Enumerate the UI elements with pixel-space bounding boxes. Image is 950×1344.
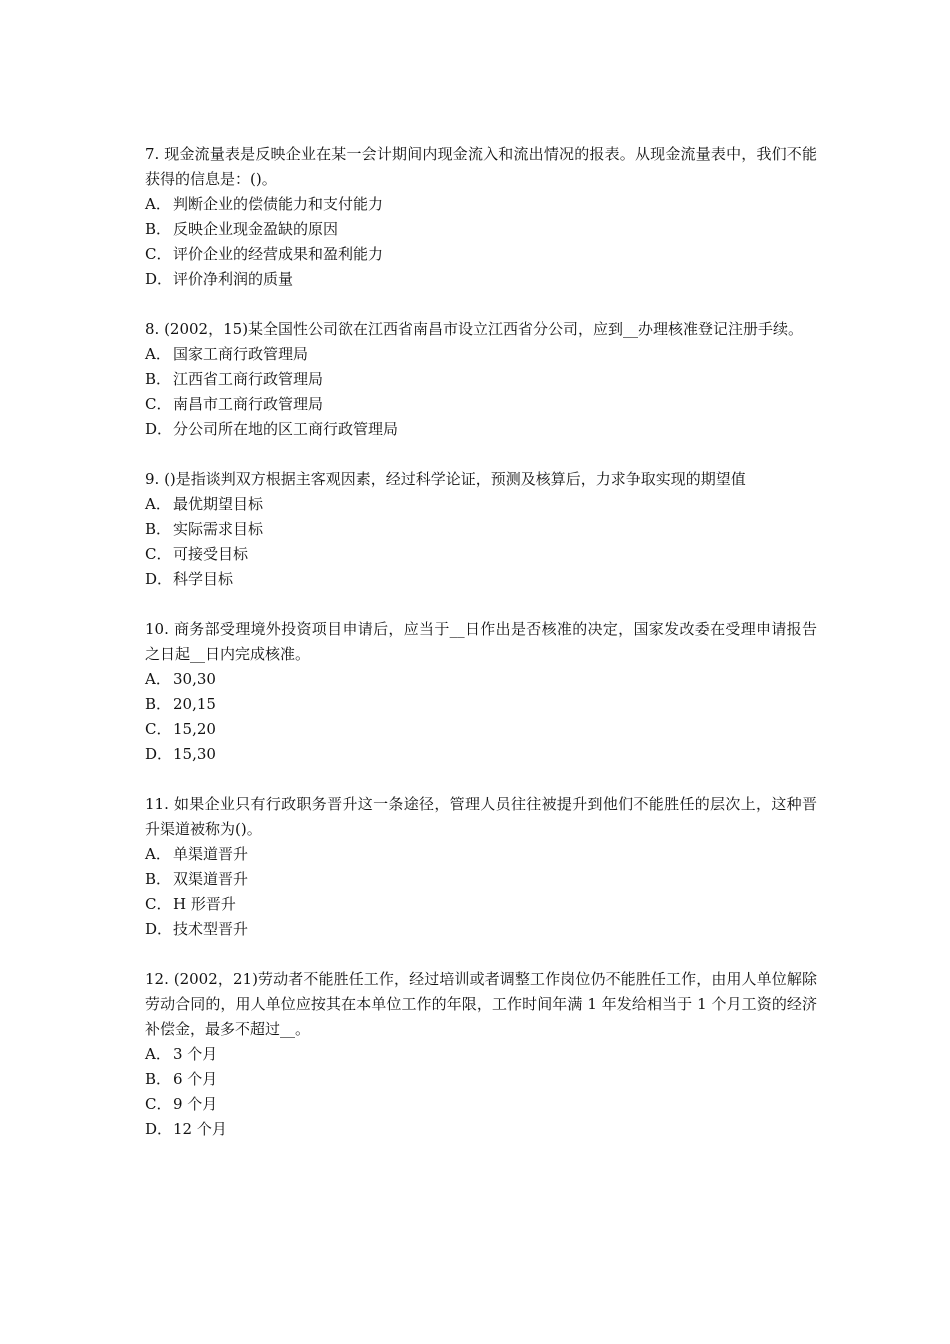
- option-letter: D．: [145, 1120, 173, 1138]
- option-letter: C．: [145, 245, 172, 263]
- option-text: 实际需求目标: [173, 520, 264, 538]
- option-c: [145, 892, 817, 917]
- document-page: [145, 142, 817, 1167]
- option-letter: A．: [145, 1045, 171, 1063]
- option-b: [145, 867, 817, 892]
- option-letter: B．: [145, 1070, 172, 1088]
- option-text: 6 个月: [173, 1070, 218, 1088]
- option-letter: A．: [145, 845, 171, 863]
- option-text: 3 个月: [173, 1045, 218, 1063]
- option-d: [145, 1117, 817, 1142]
- option-letter: B．: [145, 370, 172, 388]
- question-stem: 9. ()是指谈判双方根据主客观因素，经过科学论证，预测及核算后，力求争取实现的期望值: [145, 470, 746, 488]
- question-12: [145, 967, 817, 1142]
- option-text: H 形晋升: [173, 895, 236, 913]
- option-text: 15,20: [173, 720, 216, 738]
- option-d: [145, 267, 817, 292]
- option-letter: B．: [145, 220, 172, 238]
- question-8: [145, 317, 817, 442]
- option-text: 评价企业的经营成果和盈利能力: [173, 245, 384, 263]
- option-d: [145, 917, 817, 942]
- option-c: [145, 717, 817, 742]
- option-text: 南昌市工商行政管理局: [173, 395, 324, 413]
- option-letter: D．: [145, 270, 173, 288]
- question-stem: 8. (2002，15)某全国性公司欲在江西省南昌市设立江西省分公司，应到__办理核准登记注册手续。: [145, 320, 804, 338]
- option-a: [145, 1042, 817, 1067]
- question-7: [145, 142, 817, 292]
- question-stem: 7. 现金流量表是反映企业在某一会计期间内现金流入和流出情况的报表。从现金流量表中，我们不能获得的信息是：()。: [145, 145, 817, 188]
- option-letter: D．: [145, 570, 173, 588]
- option-text: 国家工商行政管理局: [173, 345, 309, 363]
- option-text: 评价净利润的质量: [173, 270, 294, 288]
- option-b: [145, 1067, 817, 1092]
- option-b: [145, 692, 817, 717]
- option-a: [145, 667, 817, 692]
- option-c: [145, 1092, 817, 1117]
- question-stem: 11. 如果企业只有行政职务晋升这一条途径，管理人员往往被提升到他们不能胜任的层次上，这种晋升渠道被称为()。: [145, 795, 817, 838]
- option-text: 反映企业现金盈缺的原因: [173, 220, 339, 238]
- option-text: 技术型晋升: [173, 920, 249, 938]
- option-a: [145, 492, 817, 517]
- option-letter: D．: [145, 920, 173, 938]
- option-c: [145, 392, 817, 417]
- option-d: [145, 742, 817, 767]
- option-c: [145, 542, 817, 567]
- option-b: [145, 517, 817, 542]
- option-letter: C．: [145, 895, 172, 913]
- option-letter: C．: [145, 1095, 172, 1113]
- option-a: [145, 842, 817, 867]
- question-11: [145, 792, 817, 942]
- option-text: 可接受目标: [173, 545, 249, 563]
- option-letter: C．: [145, 545, 172, 563]
- question-stem: 12. (2002，21)劳动者不能胜任工作，经过培训或者调整工作岗位仍不能胜任工作，由用人单位解除劳动合同的，用人单位应按其在本单位工作的年限，工作时间年满 1 年发给相当于 1 个月工资的经济补偿金，最多不超过__。: [145, 970, 817, 1038]
- option-b: [145, 367, 817, 392]
- option-letter: C．: [145, 395, 172, 413]
- question-stem: 10. 商务部受理境外投资项目申请后，应当于__日作出是否核准的决定，国家发改委在受理申请报告之日起__日内完成核准。: [145, 620, 817, 663]
- option-letter: B．: [145, 870, 172, 888]
- question-9: [145, 467, 817, 592]
- option-letter: C．: [145, 720, 172, 738]
- option-a: [145, 342, 817, 367]
- option-text: 30,30: [173, 670, 216, 688]
- option-text: 最优期望目标: [173, 495, 264, 513]
- option-text: 江西省工商行政管理局: [173, 370, 324, 388]
- option-text: 单渠道晋升: [173, 845, 249, 863]
- option-text: 双渠道晋升: [173, 870, 249, 888]
- option-c: [145, 242, 817, 267]
- option-letter: A．: [145, 495, 171, 513]
- option-a: [145, 192, 817, 217]
- option-letter: D．: [145, 420, 173, 438]
- option-text: 9 个月: [173, 1095, 218, 1113]
- option-text: 15,30: [173, 745, 216, 763]
- option-letter: A．: [145, 670, 171, 688]
- option-b: [145, 217, 817, 242]
- option-letter: B．: [145, 520, 172, 538]
- option-letter: B．: [145, 695, 172, 713]
- option-letter: A．: [145, 345, 171, 363]
- option-d: [145, 567, 817, 592]
- option-letter: D．: [145, 745, 173, 763]
- option-text: 分公司所在地的区工商行政管理局: [173, 420, 399, 438]
- option-text: 12 个月: [173, 1120, 227, 1138]
- question-10: [145, 617, 817, 767]
- option-letter: A．: [145, 195, 171, 213]
- option-text: 20,15: [173, 695, 216, 713]
- option-text: 判断企业的偿债能力和支付能力: [173, 195, 384, 213]
- option-text: 科学目标: [173, 570, 234, 588]
- option-d: [145, 417, 817, 442]
